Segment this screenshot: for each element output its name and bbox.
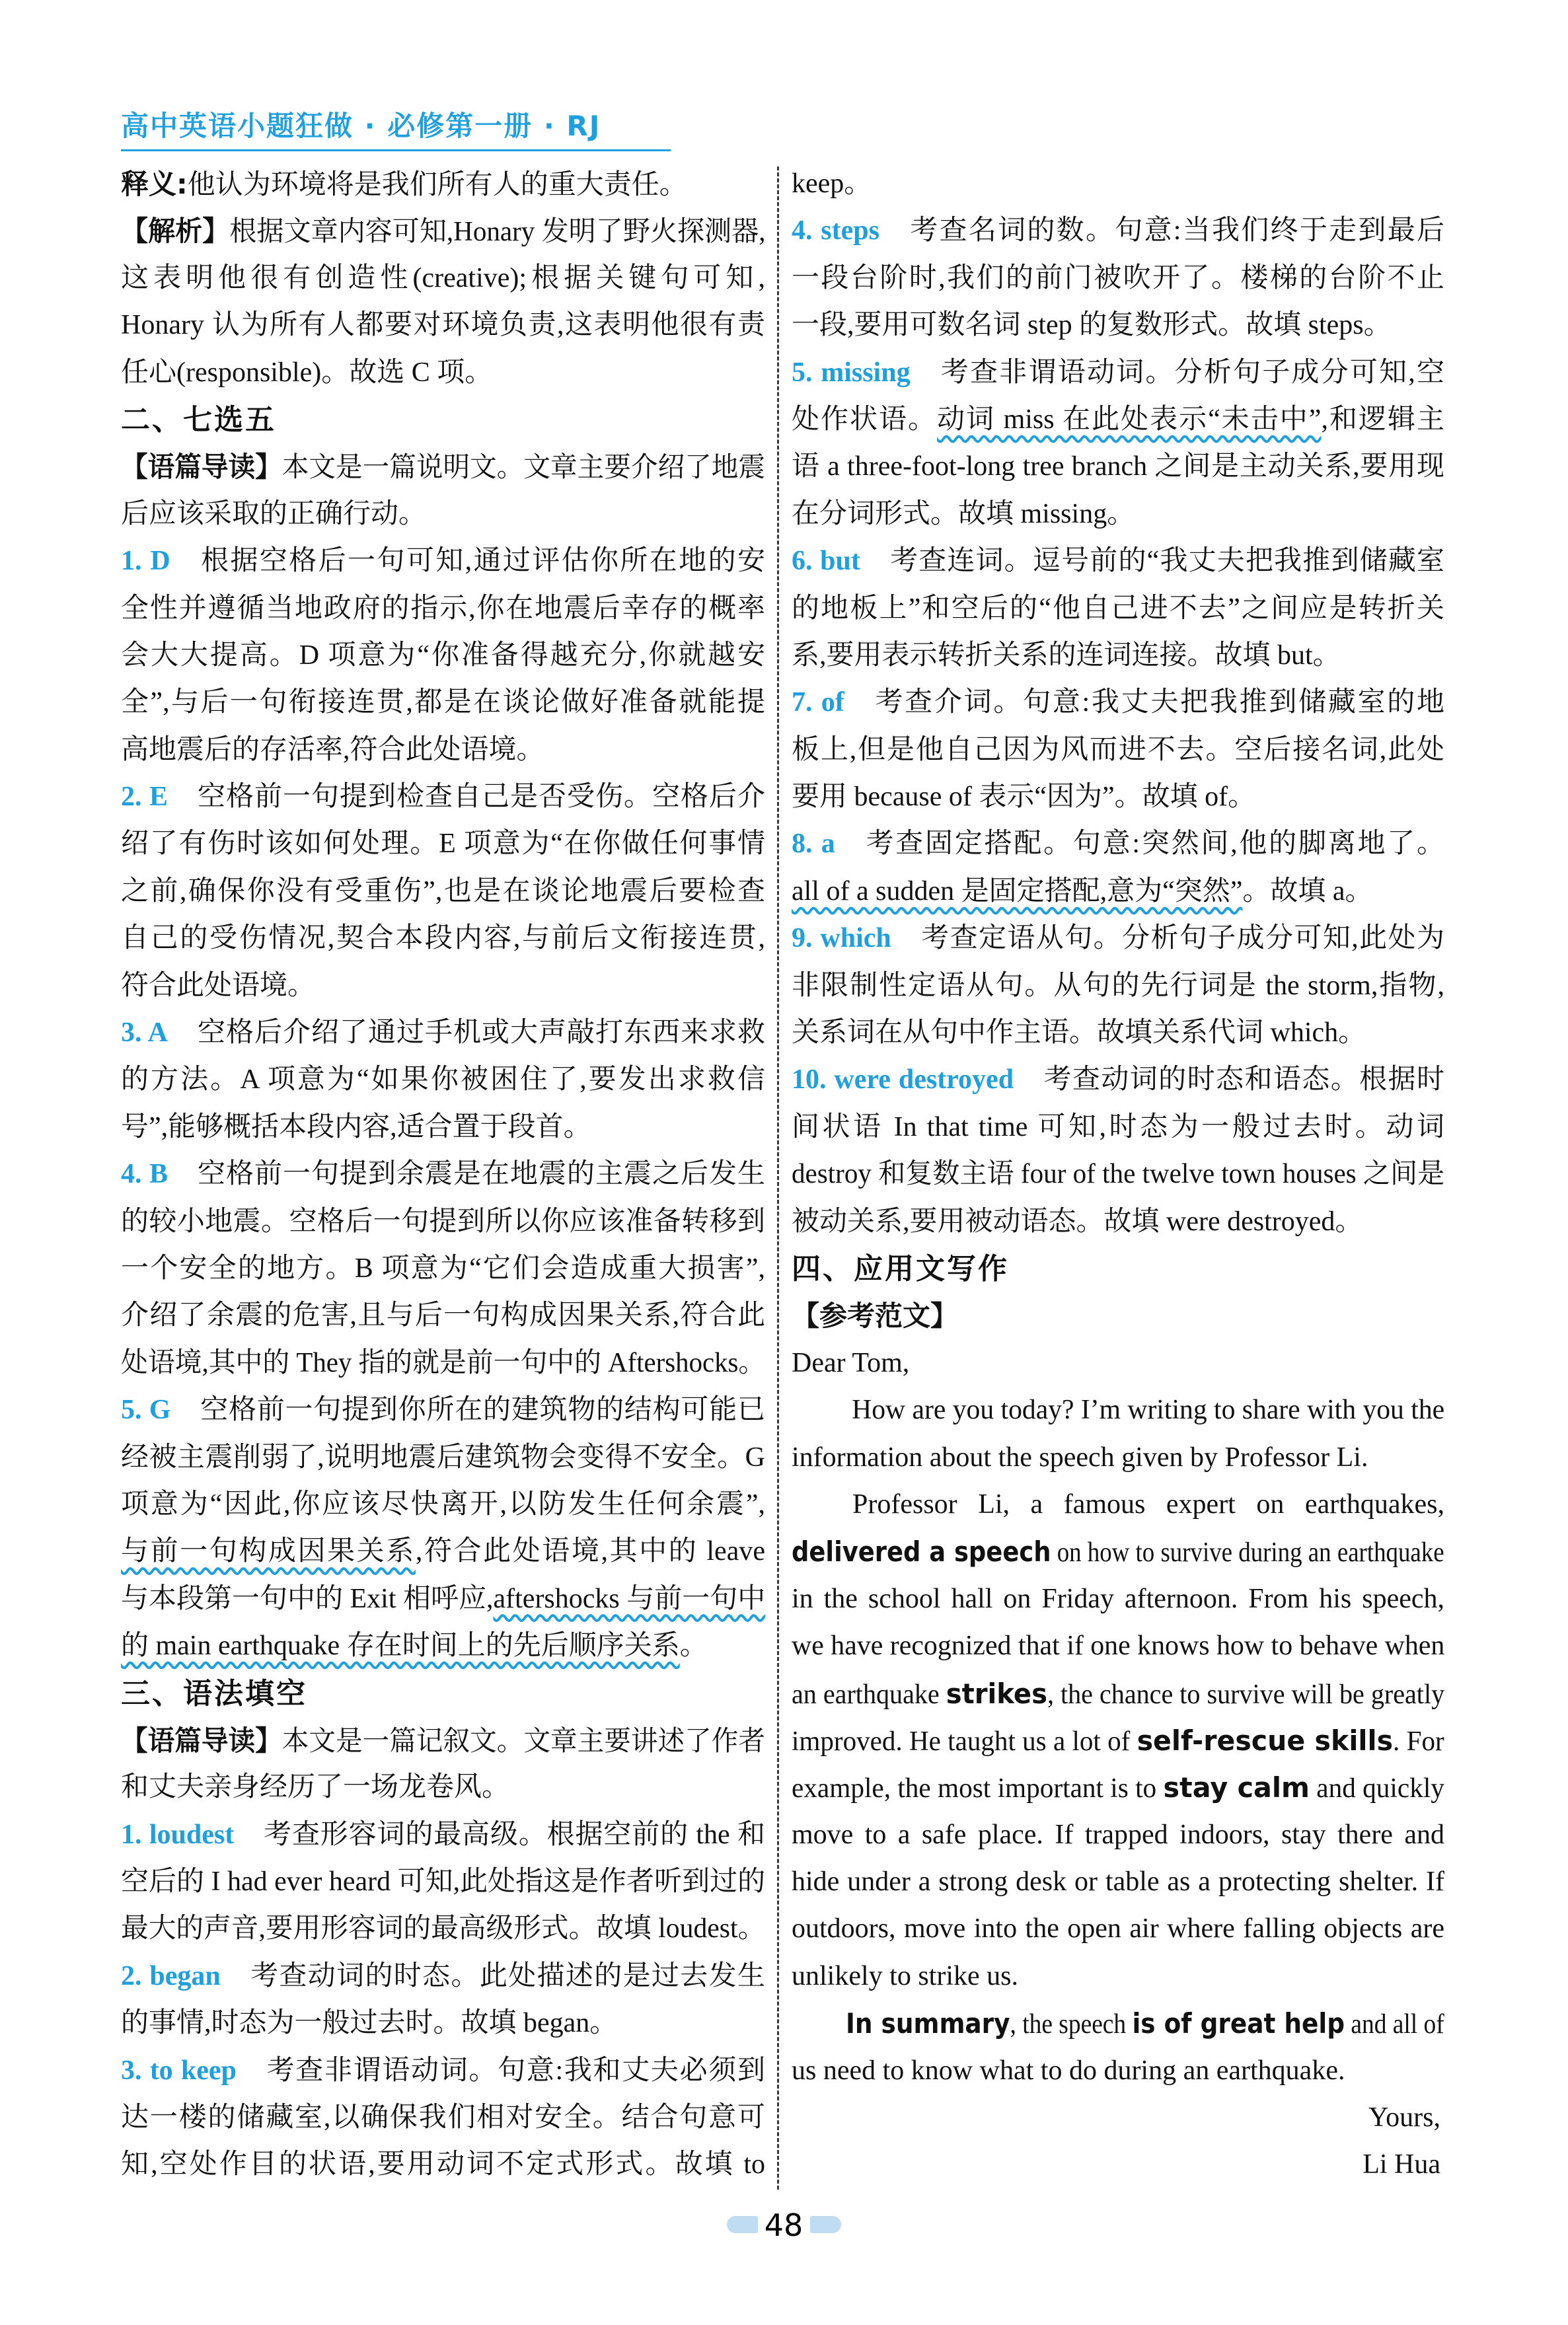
- text-line: [792, 1953, 1444, 2000]
- text-line: [792, 161, 1444, 207]
- text-line: [792, 1340, 1444, 1387]
- text-segment: 全”,与后一句衔接连贯,都是在谈论做好准备就能提: [121, 687, 765, 718]
- answer-label: 1. D: [121, 546, 170, 577]
- answer-label: 2. E: [121, 782, 168, 813]
- text-segment: and all of: [1345, 2009, 1444, 2040]
- text-line: [792, 207, 1444, 254]
- text-segment: 四、应用文写作: [792, 1251, 1009, 1286]
- text-line: [121, 207, 766, 254]
- text-segment: 考查形容词的最高级。根据空前的 the 和: [263, 1819, 765, 1850]
- text-segment: 要用 because of 表示“因为”。故填 of。: [792, 782, 1256, 813]
- text-line: [792, 1670, 1445, 1717]
- text-segment: 处语境,其中的 They 指的就是前一句中的 Aftershocks。: [121, 1347, 766, 1378]
- text-line: [792, 1812, 1444, 1859]
- answer-label: 4. B: [121, 1159, 168, 1190]
- answer-label: 1. loudest: [121, 1819, 235, 1850]
- text-segment: we have recognized that if one knows how to behave when: [792, 1631, 1445, 1662]
- text-line: [792, 1905, 1444, 1952]
- text-line: [121, 1764, 765, 1811]
- text-segment: is of great help: [1132, 2007, 1345, 2040]
- text-line: [792, 774, 1444, 821]
- text-segment: move to a safe place. If trapped indoors, stay there and: [792, 1819, 1444, 1850]
- text-segment: us need to know what to do during an earthquake.: [792, 2055, 1345, 2086]
- text-segment: 他认为环境将是我们所有人的重大责任。: [187, 170, 687, 200]
- text-segment: 的方法。A 项意为“如果你被困住了,要发出求救信: [121, 1064, 765, 1095]
- text-segment: 处作状语。: [792, 404, 938, 435]
- footer-page-number: 48: [764, 2207, 803, 2243]
- text-line: [792, 1717, 1444, 1764]
- text-segment: keep。: [792, 168, 872, 199]
- footer-pill-right: [810, 2216, 841, 2233]
- text-line: [121, 2141, 765, 2188]
- text-line: [121, 2000, 765, 2047]
- text-segment: ,和逻辑主: [1321, 404, 1444, 435]
- text-segment: 的事情,时态为一般过去时。故填 began。: [121, 2008, 618, 2039]
- text-line: [121, 1623, 765, 1670]
- text-line: [792, 727, 1444, 774]
- text-segment: 【语篇导读】: [121, 1724, 282, 1757]
- text-segment: 三、语法填空: [121, 1676, 307, 1711]
- text-line: [121, 538, 765, 585]
- text-line: [792, 1387, 1445, 1434]
- text-line: [792, 1434, 1444, 1481]
- text-line: [121, 350, 765, 396]
- text-segment: 符合此处语境。: [121, 970, 316, 1001]
- text-line: [792, 2094, 1444, 2141]
- text-line: [792, 1623, 1445, 1670]
- section-heading: [792, 1245, 1444, 1292]
- section-heading: [121, 1670, 765, 1717]
- text-segment: Li Hua: [1363, 2149, 1440, 2180]
- answer-label: 4. steps: [792, 215, 879, 246]
- text-segment: 空格后介绍了通过手机或大声敲打东西来求救: [197, 1017, 765, 1049]
- text-segment: Dear Tom,: [792, 1347, 910, 1378]
- text-segment: 【参考范文】: [792, 1300, 959, 1333]
- text-line: [121, 1151, 765, 1198]
- text-segment: 空格前一句提到余震是在地震的主震之后发生: [197, 1159, 765, 1190]
- text-segment: 空后的 I had ever heard 可知,此处指这是作者听到过的: [121, 1866, 766, 1898]
- text-segment: 考查动词的时态。此处描述的是过去发生: [249, 1960, 765, 1991]
- text-line: [792, 915, 1444, 962]
- text-segment: 达一楼的储藏室,以确保我们相对安全。结合句意可: [121, 2102, 765, 2133]
- text-segment: 系,要用表示转折关系的连词连接。故填 but。: [792, 640, 1341, 671]
- text-segment: outdoors, move into the open air where falling objects are: [792, 1913, 1444, 1944]
- text-line: [121, 161, 765, 207]
- text-segment: 【语篇导读】: [121, 451, 282, 484]
- text-line: [792, 868, 1444, 915]
- text-segment: 释义:: [121, 168, 188, 200]
- text-line: [792, 679, 1444, 726]
- wavy-underline-text: 动词 miss 在此处表示“未击中”: [937, 404, 1322, 435]
- text-line: [121, 443, 766, 490]
- text-segment: in the school hall on Friday afternoon. From his speech,: [792, 1583, 1444, 1614]
- answer-label: 5. G: [121, 1395, 171, 1426]
- text-segment: 。: [679, 1631, 708, 1662]
- text-line: [121, 1576, 765, 1623]
- text-segment: 经被主震削弱了,说明地震后建筑物会变得不安全。G: [121, 1442, 765, 1473]
- text-segment: 间状语 In that time 可知,时态为一般过去时。动词: [792, 1111, 1444, 1142]
- text-segment: 考查介词。句意:我丈夫把我推到储藏室的地: [873, 687, 1444, 718]
- text-line: [121, 1387, 765, 1434]
- text-line: [121, 491, 765, 538]
- text-segment: unlikely to strike us.: [792, 1960, 1018, 1991]
- text-line: [121, 255, 765, 302]
- text-segment: 这表明他很有创造性(creative);根据关键句可知,: [121, 262, 765, 293]
- text-segment: , the speech: [1010, 2009, 1133, 2040]
- text-segment: 板上,但是他自己因为风而进不去。空后接名词,此处: [792, 734, 1444, 765]
- text-line: [121, 1010, 765, 1056]
- text-line: [792, 1151, 1445, 1198]
- text-segment: Honary 认为所有人都要对环境负责,这表明他很有责: [121, 310, 765, 341]
- text-segment: 一个安全的地方。B 项意为“它们会造成重大损害”,: [121, 1253, 765, 1284]
- text-segment: strikes: [946, 1677, 1047, 1710]
- answer-label: 9. which: [792, 923, 891, 954]
- text-line: [792, 538, 1444, 585]
- text-line: [121, 1199, 765, 1245]
- text-line: [792, 255, 1444, 302]
- page-footer: [0, 2205, 1568, 2245]
- text-line: [121, 821, 765, 867]
- text-line: [792, 1104, 1444, 1151]
- text-line: [792, 1576, 1444, 1623]
- wavy-underline-text: aftershocks 与前一句中: [493, 1583, 766, 1614]
- text-segment: 本文是一篇记叙文。文章主要讲述了作者: [281, 1726, 766, 1757]
- text-line: [121, 679, 765, 726]
- section-heading: [121, 396, 765, 443]
- answer-label: 3. A: [121, 1017, 168, 1049]
- text-segment: 考查连词。逗号前的“我丈夫把我推到储藏室: [889, 546, 1445, 577]
- text-segment: 考查定语从句。分析句子成分可知,此处为: [920, 923, 1444, 954]
- text-segment: , the chance to survive will be greatly: [1047, 1679, 1445, 1710]
- answer-label: 3. to keep: [121, 2055, 237, 2086]
- text-segment: 非限制性定语从句。从句的先行词是 the storm,指物,: [792, 970, 1444, 1001]
- text-line: [121, 915, 765, 962]
- text-segment: 本文是一篇说明文。文章主要介绍了地震: [281, 453, 766, 484]
- text-line: [121, 302, 765, 349]
- wavy-underline-text: 与前一句构成因果关系: [121, 1536, 416, 1567]
- text-segment: 考查名词的数。句意:当我们终于走到最后: [908, 215, 1444, 246]
- text-line: [792, 1199, 1444, 1245]
- right-column: [792, 161, 1444, 2189]
- text-line: [121, 632, 765, 679]
- text-line: [792, 491, 1444, 538]
- text-line: [792, 1481, 1444, 1528]
- text-segment: 知,空处作目的状语,要用动词不定式形式。故填 to: [121, 2149, 765, 2180]
- text-segment: 最大的声音,要用形容词的最高级形式。故填 loudest。: [121, 1913, 766, 1944]
- text-segment: improved. He taught us a lot of: [792, 1726, 1137, 1757]
- text-line: [792, 1056, 1444, 1103]
- text-segment: 绍了有伤时该如何处理。E 项意为“在你做任何事情: [121, 829, 765, 860]
- text-segment: 考查固定搭配。句意:突然间,他的脚离地了。: [864, 829, 1444, 860]
- text-line: [792, 2141, 1444, 2188]
- text-segment: 之前,确保你没有受重伤”,也是在谈论地震后要检查: [121, 875, 765, 906]
- text-line: [121, 1953, 765, 2000]
- page-header: 高中英语小题狂做 · 必修第一册 · RJ: [121, 110, 601, 142]
- text-segment: and quickly: [1309, 1773, 1444, 1804]
- text-segment: 关系词在从句中作主语。故填关系代词 which。: [792, 1017, 1366, 1049]
- text-segment: 与本段第一句中的 Exit 相呼应,: [121, 1583, 494, 1614]
- text-segment: destroy 和复数主语 four of the twelve town houses 之间是: [792, 1159, 1445, 1190]
- text-line: [792, 350, 1444, 396]
- text-segment: 介绍了余震的危害,且与后一句构成因果关系,符合此: [121, 1300, 765, 1331]
- text-segment: 任心(responsible)。故选 C 项。: [121, 357, 493, 388]
- text-line: [121, 1340, 766, 1387]
- text-segment: 号”,能够概括本段内容,适合置于段首。: [121, 1111, 591, 1142]
- text-line: [121, 1717, 766, 1764]
- text-segment: How are you today? I’m writing to share with you the: [852, 1395, 1445, 1426]
- text-line: [121, 1859, 765, 1905]
- text-segment: . For: [1393, 1726, 1444, 1757]
- text-line: [792, 1528, 1444, 1575]
- text-segment: 考查非谓语动词。句意:我和丈夫必须到: [265, 2055, 765, 2086]
- header-underline: [121, 149, 671, 151]
- text-line: [792, 2048, 1444, 2094]
- text-segment: 语 a three-foot-long tree branch 之间是主动关系,要用现: [792, 451, 1444, 482]
- text-segment: 和丈夫亲身经历了一场龙卷风。: [121, 1772, 510, 1803]
- text-segment: 二、七选五: [121, 402, 276, 437]
- text-line: [792, 396, 1444, 443]
- text-line: [792, 443, 1444, 490]
- text-line: [792, 1859, 1444, 1905]
- text-line: [121, 963, 765, 1010]
- answer-label: 2. began: [121, 1960, 221, 1991]
- text-line: [121, 727, 765, 774]
- text-segment: 会大大提高。D 项意为“你准备得越充分,你就越安: [121, 640, 765, 671]
- wavy-underline-text: all of a sudden 是固定搭配,意为“突然”: [792, 875, 1243, 906]
- text-line: [792, 963, 1444, 1010]
- text-segment: an earthquake: [792, 1679, 946, 1710]
- text-line: [121, 1528, 765, 1575]
- text-line: [792, 1010, 1444, 1056]
- text-segment: Professor Li, a famous expert on earthquakes,: [852, 1489, 1444, 1520]
- text-line: [121, 1104, 765, 1151]
- text-segment: 项意为“因此,你应该尽快离开,以防发生任何余震”,: [121, 1489, 765, 1520]
- text-line: [792, 632, 1444, 679]
- text-line: [121, 585, 765, 632]
- text-segment: 后应该采取的正确行动。: [121, 498, 427, 529]
- text-segment: on how to survive during an earthquake: [1051, 1537, 1444, 1568]
- text-line: [121, 2048, 765, 2094]
- text-segment: 被动关系,要用被动语态。故填 were destroyed。: [792, 1206, 1363, 1237]
- text-line: [792, 302, 1444, 349]
- answer-label: 7. of: [792, 687, 844, 718]
- text-segment: information about the speech given by Professor Li.: [792, 1442, 1368, 1473]
- left-column: [121, 161, 765, 2189]
- text-segment: 考查非谓语动词。分析句子成分可知,空: [939, 357, 1444, 388]
- text-segment: 全性并遵循当地政府的指示,你在地震后幸存的概率: [121, 593, 765, 624]
- answer-label: 6. but: [792, 546, 860, 577]
- text-segment: example, the most important is to: [792, 1773, 1164, 1804]
- text-line: [121, 1481, 765, 1528]
- text-segment: 考查动词的时态和语态。根据时: [1043, 1064, 1444, 1095]
- answer-label: 5. missing: [792, 357, 911, 388]
- text-segment: 空格前一句提到检查自己是否受伤。空格后介: [197, 782, 765, 813]
- text-line: [121, 1056, 765, 1103]
- text-segment: 高地震后的存活率,符合此处语境。: [121, 734, 544, 765]
- text-line: [792, 585, 1444, 632]
- text-line: [792, 2000, 1444, 2047]
- text-segment: 。故填 a。: [1242, 875, 1373, 906]
- text-segment: ,符合此处语境,其中的 leave: [415, 1536, 765, 1567]
- text-segment: Yours,: [1368, 2102, 1440, 2133]
- text-segment: 空格前一句提到你所在的建筑物的结构可能已: [200, 1395, 765, 1426]
- text-line: [792, 821, 1444, 867]
- text-segment: 一段台阶时,我们的前门被吹开了。楼梯的台阶不止: [792, 262, 1444, 293]
- text-segment: self-rescue skills: [1137, 1724, 1394, 1757]
- text-segment: delivered a speech: [792, 1535, 1051, 1568]
- text-line: [121, 868, 765, 915]
- text-line: [121, 1812, 765, 1859]
- text-segment: 的地板上”和空后的“他自己进不去”之间应是转折关: [792, 593, 1444, 624]
- answer-label: 8. a: [792, 829, 835, 860]
- text-line: [792, 1764, 1444, 1811]
- column-divider: [777, 166, 779, 2190]
- wavy-underline-text: 的 main earthquake 存在时间上的先后顺序关系: [121, 1631, 680, 1662]
- answer-label: 10. were destroyed: [792, 1064, 1014, 1095]
- text-segment: 的较小地震。空格后一句提到所以你应该准备转移到: [121, 1206, 765, 1237]
- text-line: [121, 774, 765, 821]
- text-segment: 在分词形式。故填 missing。: [792, 498, 1135, 529]
- text-segment: 【解析】: [121, 215, 230, 248]
- text-line: [121, 1905, 766, 1952]
- text-line: [121, 2094, 765, 2141]
- text-line: [121, 1292, 765, 1339]
- text-segment: In summary: [845, 2007, 1010, 2040]
- text-segment: 自己的受伤情况,契合本段内容,与前后文衔接连贯,: [121, 923, 765, 954]
- text-segment: stay calm: [1163, 1771, 1310, 1804]
- text-line: [792, 1292, 1444, 1339]
- text-line: [121, 1434, 765, 1481]
- text-segment: 一段,要用可数名词 step 的复数形式。故填 steps。: [792, 310, 1392, 341]
- text-segment: 根据文章内容可知,Honary 发明了野火探测器,: [229, 217, 766, 248]
- text-segment: 根据空格后一句可知,通过评估你所在地的安: [199, 546, 765, 577]
- text-line: [121, 1245, 765, 1292]
- text-segment: hide under a strong desk or table as a protecting shelter. If: [792, 1866, 1444, 1898]
